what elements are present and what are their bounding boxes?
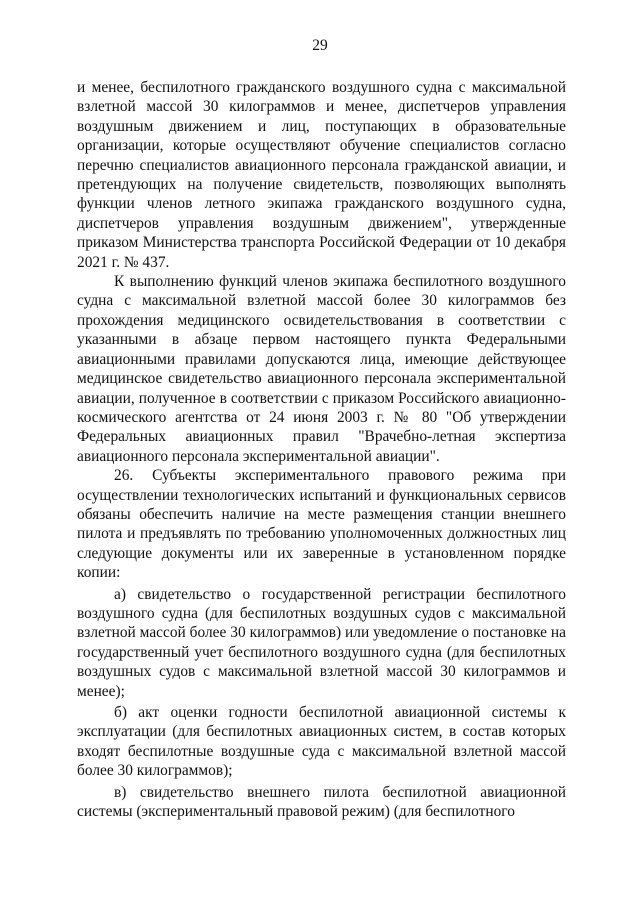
list-item-v: в) свидетельство внешнего пилота беспилотной авиационной системы (экспериментальный правовой режим) (для беспилотного xyxy=(77,783,566,821)
document-body xyxy=(77,78,566,821)
paragraph-medical-admission: К выполнению функций членов экипажа беспилотного воздушного судна с максимальной взлетной массой более 30 килограммов без прохождения медицинского освидетельствования в соответствии с указанными в абзаце первом настоящего пункта Федеральными авиационными правилами допускаются лица, имеющие действующее медицинское свидетельство авиационного персонала экспериментальной авиации, полученное в соответствии с приказом Российского авиационно-космического агентства от 24 июня 2003 г. № 80 "Об утверждении Федеральных авиационных правил "Врачебно-летная экспертиза авиационного персонала экспериментальной авиации". xyxy=(77,273,566,465)
page-number: 29 xyxy=(312,37,328,54)
paragraph-item-26: 26. Субъекты экспериментального правового режима при осуществлении технологических испытаний и функциональных сервисов обязаны обеспечить наличие на месте размещения станции внешнего пилота и предъявлять по требованию уполномоченных должностных лиц следующие документы или их заверенные в установленном порядке копии: xyxy=(77,467,566,582)
list-item-a: а) свидетельство о государственной регистрации беспилотного воздушного судна (для беспилотных воздушных судов с максимальной взлетной массой более 30 килограммов) или уведомление о постановке на государственный учет беспилотного воздушного судна (для беспилотных воздушных судов с максимальной взлетной массой 30 килограммов и менее); xyxy=(77,585,566,700)
paragraph-continuation: и менее, беспилотного гражданского воздушного судна с максимальной взлетной массой 30 килограммов и менее, диспетчеров управления воздушным движением и лиц, поступающих в образовательные организации, которые осуществляют обучение специалистов согласно перечню специалистов авиационного персонала гражданской авиации, и претендующих на получение свидетельств, позволяющих выполнять функции членов летного экипажа гражданского воздушного судна, диспетчеров управления воздушным движением", утвержденные приказом Министерства транспорта Российской Федерации от 10 декабря 2021 г. № 437. xyxy=(77,79,566,271)
list-item-b: б) акт оценки годности беспилотной авиационной системы к эксплуатации (для беспилотных авиационных систем, в состав которых входят беспилотные воздушные суда с максимальной взлетной массой более 30 килограммов); xyxy=(77,704,566,780)
